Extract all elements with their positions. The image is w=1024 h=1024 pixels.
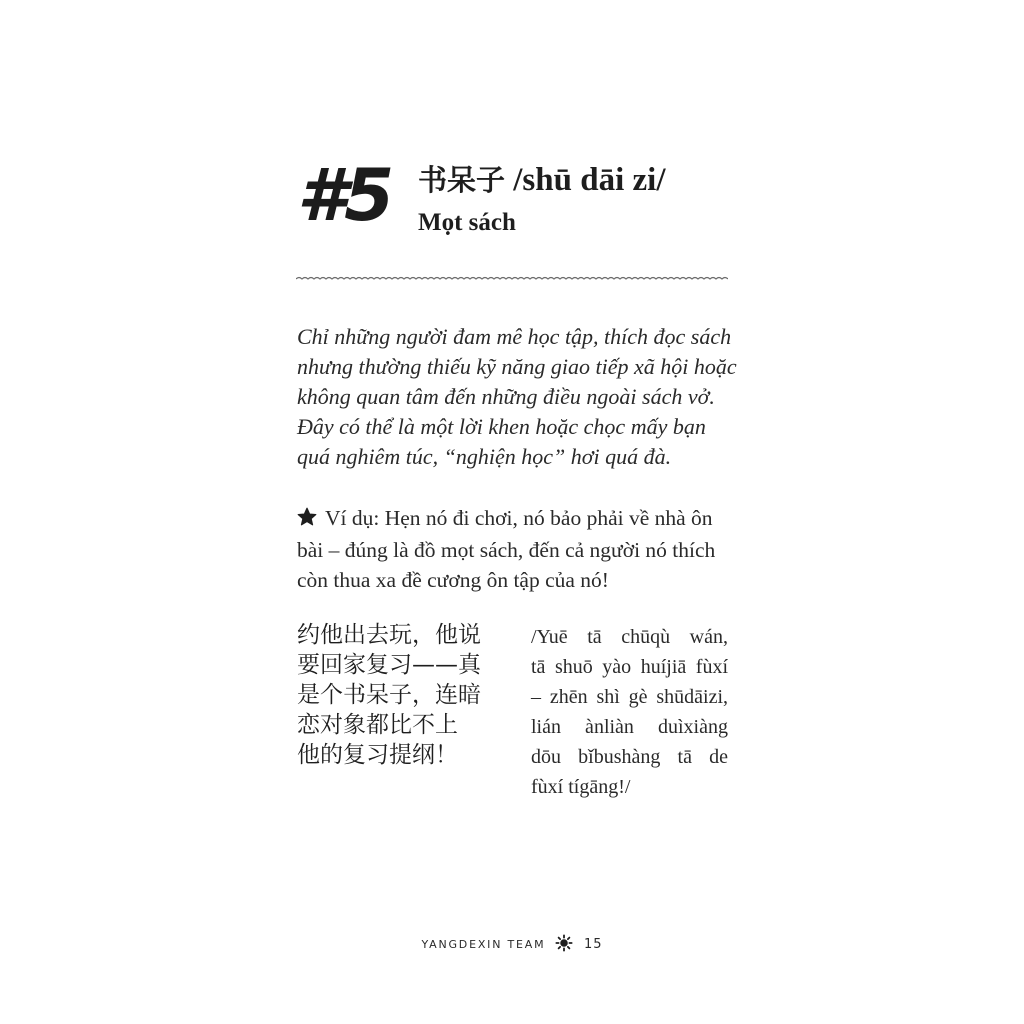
example-paragraph [297,503,737,595]
pinyin-line: lián ànliàn duìxiàng [531,716,728,738]
chinese-line: 要回家复习——真 [297,652,481,678]
headword-meaning: Mọt sách [418,209,516,236]
pinyin-line: fùxí tígāng!/ [531,776,631,798]
definition-paragraph: Chỉ những người đam mê học tập, thích đọc sách nhưng thường thiếu kỹ năng giao tiếp xã hội hoặc không quan tâm đến những điều ngoài sách vở. Đây có thể là một lời khen hoặc chọc mấy bạn quá nghiêm túc, “nghiện học” hơi quá đà. [297,324,737,469]
pinyin-line: tā shuō yào huíjiā fùxí [531,656,728,678]
pinyin-line: /Yuē tā chūqù wán, [531,626,728,648]
page-footer [0,934,1024,955]
example-chinese [297,620,507,770]
pinyin-line: – zhēn shì gè shūdāizi, [531,686,728,708]
headword [418,160,666,200]
star-icon [297,505,317,535]
pinyin-line: dōu bǐbushàng tā de [531,746,728,768]
sun-icon [555,934,573,955]
chinese-line: 恋对象都比不上 [297,712,458,738]
wavy-divider [296,272,728,286]
headword-pinyin: /shū dāi zi/ [513,162,666,198]
entry-number: #5 [297,153,392,237]
page-number: 15 [584,937,603,952]
chinese-line: 约他出去玩，他说 [297,622,481,648]
headword-hanzi: 书呆子 [418,163,506,197]
example-text: Ví dụ: Hẹn nó đi chơi, nó bảo phải về nhà ôn bài – đúng là đồ mọt sách, đến cả người nó thích còn thua xa đề cương ôn tập của nó! [297,506,716,592]
example-pinyin [531,622,728,802]
chinese-line: 他的复习提纲！ [297,742,458,768]
chinese-line: 是个书呆子，连暗 [297,682,481,708]
footer-brand: YANGDEXIN TEAM [421,938,546,951]
